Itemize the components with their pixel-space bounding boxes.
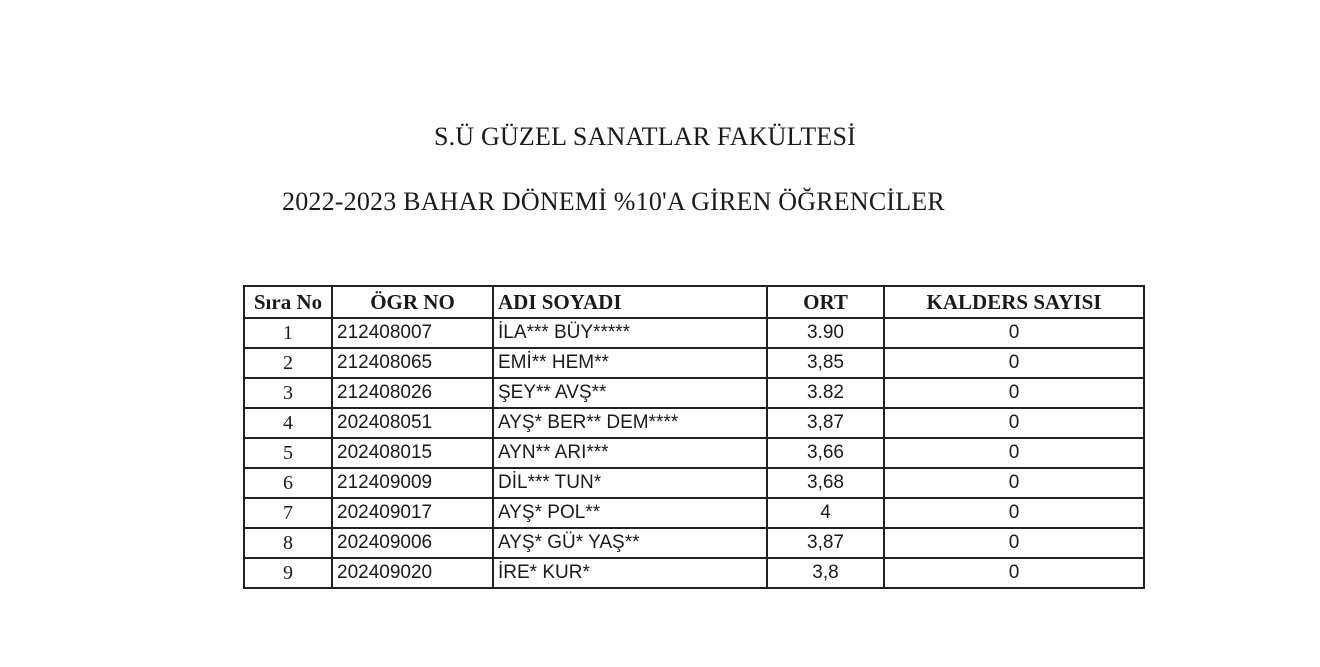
cell-sira-no: 4 bbox=[244, 408, 332, 438]
column-header-kalders-sayisi: KALDERS SAYISI bbox=[884, 286, 1144, 318]
table-row bbox=[244, 348, 1144, 378]
cell-adi-soyadi: İLA*** BÜY***** bbox=[493, 318, 767, 348]
cell-ort: 3,66 bbox=[767, 438, 884, 468]
cell-ort: 3,87 bbox=[767, 528, 884, 558]
cell-adi-soyadi: DİL*** TUN* bbox=[493, 468, 767, 498]
cell-kalders-sayisi: 0 bbox=[884, 498, 1144, 528]
cell-sira-no: 5 bbox=[244, 438, 332, 468]
header-row bbox=[244, 286, 1144, 318]
cell-ogr-no: 202408015 bbox=[332, 438, 493, 468]
cell-sira-no: 1 bbox=[244, 318, 332, 348]
column-header-adi-soyadi: ADI SOYADI bbox=[493, 286, 767, 318]
column-header-ort: ORT bbox=[767, 286, 884, 318]
table-row bbox=[244, 408, 1144, 438]
cell-ogr-no: 212408007 bbox=[332, 318, 493, 348]
cell-sira-no: 7 bbox=[244, 498, 332, 528]
column-header-sira-no: Sıra No bbox=[244, 286, 332, 318]
cell-adi-soyadi: AYŞ* GÜ* YAŞ** bbox=[493, 528, 767, 558]
cell-kalders-sayisi: 0 bbox=[884, 528, 1144, 558]
cell-sira-no: 2 bbox=[244, 348, 332, 378]
table-row bbox=[244, 468, 1144, 498]
cell-ogr-no: 212409009 bbox=[332, 468, 493, 498]
students-table bbox=[243, 285, 1145, 589]
cell-kalders-sayisi: 0 bbox=[884, 378, 1144, 408]
cell-ogr-no: 202409006 bbox=[332, 528, 493, 558]
cell-ort: 4 bbox=[767, 498, 884, 528]
cell-kalders-sayisi: 0 bbox=[884, 468, 1144, 498]
table-row bbox=[244, 378, 1144, 408]
table-header bbox=[244, 286, 1144, 318]
table-body bbox=[244, 318, 1144, 588]
cell-ogr-no: 202408051 bbox=[332, 408, 493, 438]
cell-adi-soyadi: EMİ** HEM** bbox=[493, 348, 767, 378]
cell-kalders-sayisi: 0 bbox=[884, 408, 1144, 438]
table-row bbox=[244, 438, 1144, 468]
cell-sira-no: 6 bbox=[244, 468, 332, 498]
cell-ogr-no: 202409017 bbox=[332, 498, 493, 528]
table-row bbox=[244, 318, 1144, 348]
cell-adi-soyadi: AYŞ* BER** DEM**** bbox=[493, 408, 767, 438]
cell-ogr-no: 202409020 bbox=[332, 558, 493, 588]
cell-sira-no: 8 bbox=[244, 528, 332, 558]
cell-ort: 3,87 bbox=[767, 408, 884, 438]
cell-kalders-sayisi: 0 bbox=[884, 558, 1144, 588]
cell-sira-no: 9 bbox=[244, 558, 332, 588]
cell-ogr-no: 212408026 bbox=[332, 378, 493, 408]
cell-kalders-sayisi: 0 bbox=[884, 318, 1144, 348]
table-row bbox=[244, 498, 1144, 528]
cell-ort: 3,68 bbox=[767, 468, 884, 498]
cell-ort: 3.82 bbox=[767, 378, 884, 408]
table-row bbox=[244, 528, 1144, 558]
cell-sira-no: 3 bbox=[244, 378, 332, 408]
cell-kalders-sayisi: 0 bbox=[884, 438, 1144, 468]
cell-adi-soyadi: AYN** ARI*** bbox=[493, 438, 767, 468]
document-title: S.Ü GÜZEL SANATLAR FAKÜLTESİ bbox=[433, 122, 857, 151]
document-subtitle: 2022-2023 BAHAR DÖNEMİ %10'A GİREN ÖĞRENCİLER bbox=[282, 187, 945, 216]
cell-adi-soyadi: AYŞ* POL** bbox=[493, 498, 767, 528]
cell-ogr-no: 212408065 bbox=[332, 348, 493, 378]
cell-adi-soyadi: ŞEY** AVŞ** bbox=[493, 378, 767, 408]
cell-ort: 3,85 bbox=[767, 348, 884, 378]
cell-kalders-sayisi: 0 bbox=[884, 348, 1144, 378]
cell-ort: 3,8 bbox=[767, 558, 884, 588]
cell-adi-soyadi: İRE* KUR* bbox=[493, 558, 767, 588]
cell-ort: 3.90 bbox=[767, 318, 884, 348]
table-row bbox=[244, 558, 1144, 588]
column-header-ogr-no: ÖGR NO bbox=[332, 286, 493, 318]
